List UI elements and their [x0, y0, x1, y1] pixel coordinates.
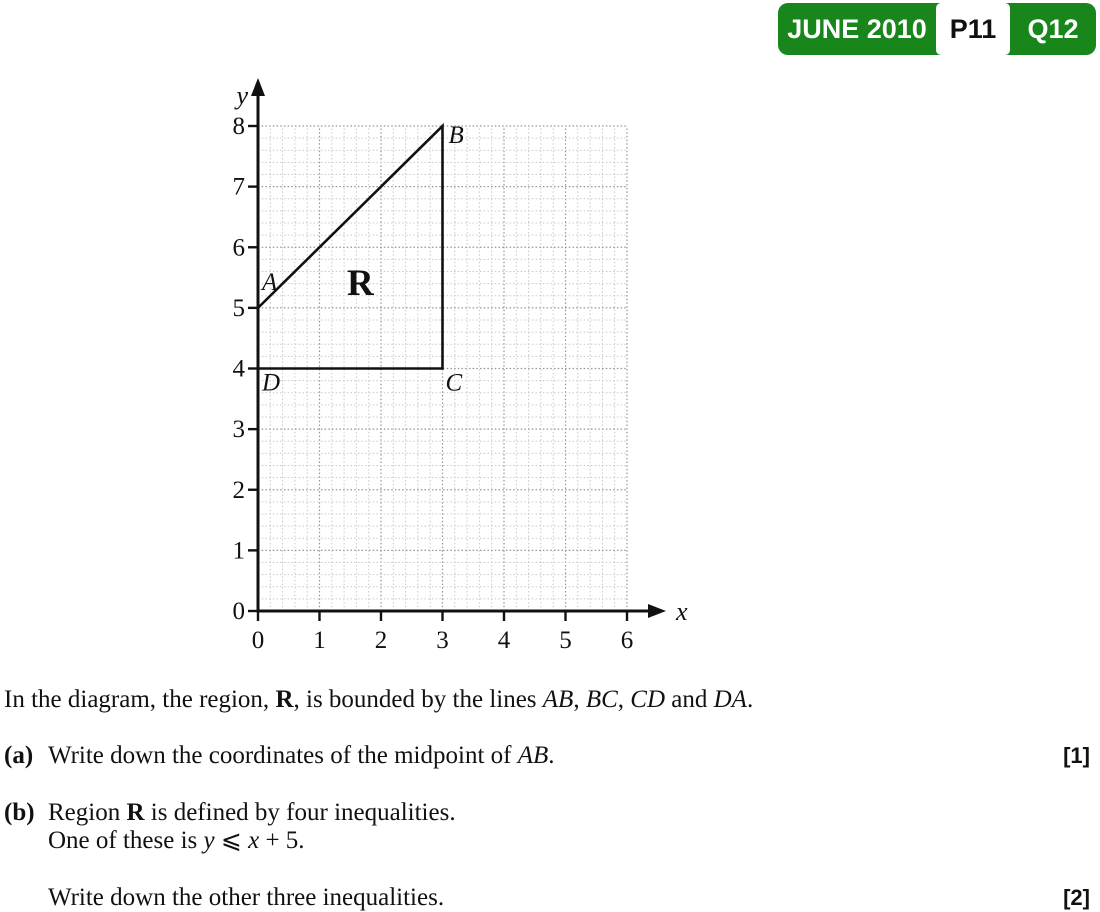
- text-segment: x: [248, 827, 260, 854]
- y-tick-label: 4: [232, 355, 245, 383]
- text-segment: Write down the other three inequalities.: [48, 884, 445, 911]
- y-axis-arrow-icon: [251, 78, 265, 96]
- text-segment: and: [665, 686, 714, 713]
- x-tick-label: 6: [620, 627, 634, 654]
- text-segment: Region: [48, 799, 127, 826]
- region-label: R: [347, 263, 374, 304]
- x-tick-label: 4: [497, 627, 511, 654]
- text-segment: .: [746, 686, 754, 713]
- text-segment: ,: [573, 686, 586, 713]
- vertex-label-C: C: [445, 369, 463, 397]
- intro-paragraph: [4, 686, 753, 714]
- text-segment: AB: [517, 742, 549, 769]
- text-segment: , is bounded by the lines: [293, 686, 543, 713]
- part-b-line1: [48, 799, 456, 827]
- text-segment: Write down the coordinates of the midpoint of: [48, 742, 518, 769]
- part-b-line3: [48, 884, 444, 912]
- y-tick-label: 7: [232, 173, 245, 201]
- x-tick-label: 2: [374, 627, 388, 654]
- y-tick-label: 8: [232, 113, 245, 140]
- text-segment: ⩽: [214, 827, 249, 854]
- part-a-marks: [1]: [1063, 743, 1090, 768]
- y-tick-label: 2: [232, 476, 245, 504]
- text-segment: In the diagram, the region,: [4, 686, 276, 713]
- text-segment: y: [203, 827, 215, 854]
- text-segment: BC: [585, 686, 618, 713]
- text-segment: DA: [713, 686, 747, 713]
- exam-badge: [778, 3, 1096, 55]
- badge-paper-label: P11: [936, 3, 1010, 55]
- x-tick-label: 0: [251, 627, 265, 654]
- x-tick-label: 1: [313, 627, 326, 654]
- part-a-label: (a): [4, 742, 34, 769]
- x-tick-label: 3: [436, 627, 449, 654]
- y-axis-label: y: [236, 81, 248, 110]
- part-b-line2: [48, 827, 305, 855]
- y-tick-label: 3: [232, 416, 245, 444]
- coordinate-grid-chart: [0, 0, 720, 680]
- y-tick-label: 5: [232, 294, 245, 322]
- text-segment: is defined by four inequalities.: [144, 799, 456, 826]
- text-segment: ,: [617, 686, 631, 713]
- x-axis-label: x: [676, 597, 688, 626]
- text-segment: R: [126, 799, 145, 826]
- vertex-label-A: A: [262, 268, 278, 296]
- axes: [233, 78, 689, 654]
- vertex-label-D: D: [262, 369, 281, 397]
- text-segment: .: [548, 742, 555, 769]
- y-tick-label: 0: [232, 598, 245, 625]
- y-tick-label: 6: [232, 234, 245, 262]
- text-segment: One of these is: [48, 827, 204, 854]
- text-segment: AB: [542, 686, 574, 713]
- x-tick-label: 5: [559, 627, 572, 654]
- part-b-marks: [2]: [1063, 885, 1090, 910]
- text-segment: CD: [630, 686, 666, 713]
- y-tick-label: 1: [232, 537, 245, 565]
- badge-question-label: Q12: [1027, 13, 1079, 44]
- badge-session-label: JUNE 2010: [787, 13, 927, 44]
- vertex-label-B: B: [448, 122, 464, 149]
- x-axis-arrow-icon: [648, 604, 666, 618]
- part-b-label: (b): [4, 799, 35, 826]
- text-segment: R: [275, 686, 294, 713]
- text-segment: + 5.: [259, 827, 305, 854]
- part-a-body: [48, 742, 555, 770]
